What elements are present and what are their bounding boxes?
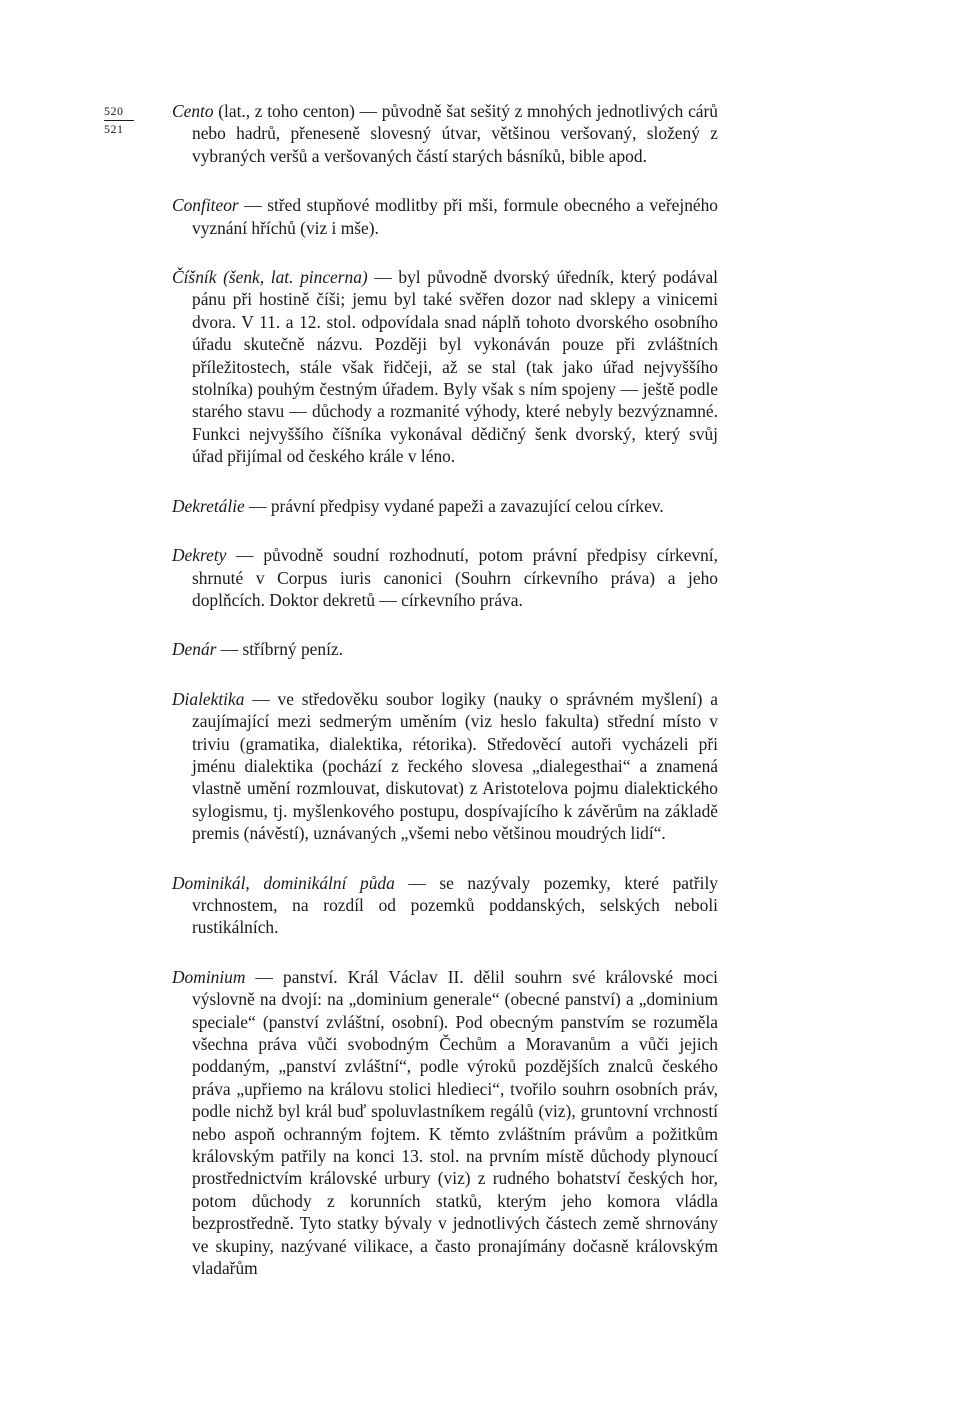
entry-term: Cento xyxy=(172,101,214,121)
entry-text: — ve středověku soubor logiky (nauky o správném myšlení) a zaujímající mezi sedmerým uměním (viz heslo fakulta) střední místo v triviu (gramatika, dialektika, rétorika). Středověcí autoři vycházeli při jménu dialektika (pochází z řeckého slovesa „dialegesthai“ a znamená vlastně umění rozmlouvat, diskutovat) z Aristotelova pojmu dialektického sylogismu, tj. myšlenkového postupu, dospívajícího k závěrům na základě premis (návěstí), uznávaných „všemi nebo většinou moudrých lidí“. xyxy=(192,688,718,844)
entry-text: — právní předpisy vydané papeži a zavazující celou církev. xyxy=(244,495,664,516)
glossary-body xyxy=(172,100,718,1306)
entry-term: Dekrety xyxy=(172,545,227,566)
entry-term: Dominium xyxy=(172,966,246,987)
entry-text: — stříbrný peníz. xyxy=(216,639,343,660)
entry-dialektika xyxy=(172,688,718,845)
entry-text: — se nazývaly pozemky, které patřily vrchnostem, na rozdíl od pozemků poddanských, selských neboli rustikálních. xyxy=(192,872,718,938)
entry-term: Denár xyxy=(172,639,217,660)
entry-text: — střed stupňové modlitby při mši, formule obecného a veřejného vyznání hříchů (viz i mše). xyxy=(192,195,718,238)
entry-denar xyxy=(172,638,718,660)
entry-cisnik xyxy=(172,266,718,468)
entry-term: Dialektika xyxy=(172,688,245,709)
entry-term: Dominikál, dominikální půda xyxy=(172,872,395,893)
entry-term: Confiteor xyxy=(172,195,239,216)
page-number-top: 520 xyxy=(104,103,134,121)
entry-dominium xyxy=(172,966,718,1280)
entry-text: (lat., z toho centon) — původně šat sešitý z mnohých jednotlivých cárů nebo hadrů, přeneseně slovesný útvar, většinou veršovaný, složený z vybraných veršů a veršovaných částí starých básníků, bible apod. xyxy=(192,101,718,166)
entry-dominikal xyxy=(172,872,718,939)
entry-cento xyxy=(172,100,718,167)
entry-text: — byl původně dvorský úředník, který podával pánu při hostině číši; jemu byl také svěřen dozor nad sklepy a vinicemi dvora. V 11. a 12. stol. odpovídala snad náplň tohoto dvorského osobního úřadu skutečně názvu. Později byl vykonáván pouze při zvláštních příležitostech, stále však řidčeji, až se stal (tak jako úřad nejvyššího stolníka) pouhým čestným úřadem. Byly však s ním spojeny — ještě podle starého stavu — důchody a rozmanité výhody, které nebyly bezvýznamné. Funkci nejvyššího číšníka vykonával dědičný šenk dvorský, který svůj úřad přijímal od českého krále v léno. xyxy=(192,267,719,467)
page-numbers xyxy=(104,103,144,138)
entry-confiteor xyxy=(172,194,718,239)
entry-term: Číšník (šenk, lat. pincerna) xyxy=(172,267,368,288)
entry-dekretalie xyxy=(172,495,718,517)
entry-text: — panství. Král Václav II. dělil souhrn své královské moci výslovně na dvojí: na „dominium generale“ (obecné panství) a „dominium speciale“ (panství zvláštní, osobní). Pod obecným panstvím se rozuměla všechna práva vůči svobodným Čechům a Moravanům a vůči jejich poddaným, „panství zvláštní“, podle výroků pozdějších znalců českého práva „upřiemo na královu stolici hledieci“, tvořilo souhrn osobních práv, podle nichž byl král buď spoluvlastníkem regálů (viz), gruntovní vrchností nebo aspoň ochranným fojtem. K těmto zvláštním právům a požitkům královským patřily na konci 13. stol. na prvním místě důchody plynoucí prostřednictvím královské urbury (viz) z rudného bohatství českých hor, potom důchody z korunních statků, kterým jeho komora vládla bezprostředně. Tyto statky bývaly v jednotlivých částech země shrnovány ve skupiny, nazývané vilikace, a často pronajímány dočasně královským vladařům xyxy=(192,966,718,1279)
entry-dekrety xyxy=(172,544,718,611)
page-number-bottom: 521 xyxy=(104,122,124,136)
entry-term: Dekretálie xyxy=(172,495,245,516)
entry-text: — původně soudní rozhodnutí, potom právní předpisy církevní, shrnuté v Corpus iuris canonici (Souhrn církevního práva) a jeho doplňcích. Doktor dekretů — církevního práva. xyxy=(192,545,718,610)
